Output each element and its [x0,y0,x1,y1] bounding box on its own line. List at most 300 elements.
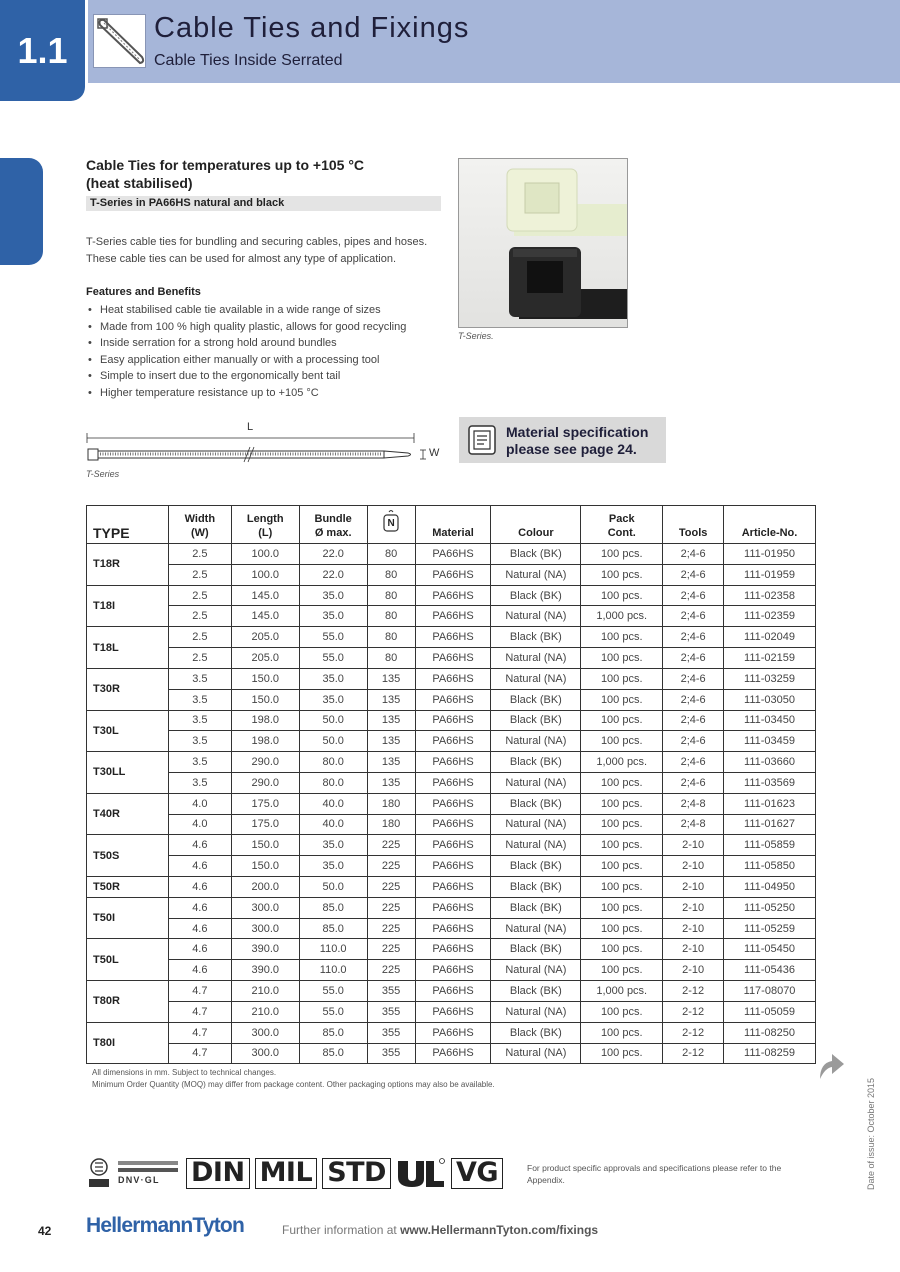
cell-pack: 100 pcs. [581,1001,663,1022]
cell-width: 3.5 [168,752,231,773]
cell-tensile: 135 [367,752,415,773]
cell-colour: Black (BK) [491,689,581,710]
cell-tensile: 135 [367,668,415,689]
cell-tools: 2-10 [663,877,724,898]
footer-info-prefix: Further information at [282,1223,401,1237]
cable-tie-icon [93,14,146,68]
cell-type: T18R [87,544,169,586]
product-title [86,156,364,192]
feature-item: • Heat stabilised cable tie available in a wide range of sizes [86,302,406,319]
cell-pack: 100 pcs. [581,939,663,960]
dnv-gl-logo [118,1161,178,1185]
cell-length: 200.0 [231,877,299,898]
cell-tools: 2-12 [663,1043,724,1064]
table-row [87,939,816,960]
cell-length: 100.0 [231,564,299,585]
cell-tools: 2-10 [663,960,724,981]
cell-article-no: 111-02359 [724,606,816,627]
cell-material: PA66HS [415,939,491,960]
cell-tools: 2-10 [663,939,724,960]
cell-width: 3.5 [168,772,231,793]
cell-article-no: 111-05059 [724,1001,816,1022]
table-row [87,981,816,1002]
cell-tensile: 180 [367,814,415,835]
cell-tensile: 135 [367,710,415,731]
cell-type: T30R [87,668,169,710]
table-row [87,752,816,773]
cell-colour: Black (BK) [491,710,581,731]
cell-article-no: 111-04950 [724,877,816,898]
cell-tools: 2;4-6 [663,606,724,627]
cell-pack: 100 pcs. [581,856,663,877]
cell-bundle: 110.0 [299,960,367,981]
cell-material: PA66HS [415,668,491,689]
cell-article-no: 111-03569 [724,772,816,793]
cell-material: PA66HS [415,752,491,773]
cell-length: 290.0 [231,772,299,793]
cell-pack: 100 pcs. [581,689,663,710]
cell-tensile: 80 [367,648,415,669]
cell-tools: 2;4-6 [663,648,724,669]
intro-line2: These cable ties can be used for almost any type of application. [86,253,397,265]
tensile-unit: N [387,518,395,529]
cell-material: PA66HS [415,1001,491,1022]
table-row [87,960,816,981]
table-row [87,772,816,793]
cell-material: PA66HS [415,1022,491,1043]
intro-text [86,234,446,268]
cell-tensile: 80 [367,606,415,627]
cell-tools: 2-10 [663,918,724,939]
cell-material: PA66HS [415,1043,491,1064]
cell-bundle: 35.0 [299,585,367,606]
cell-tools: 2;4-8 [663,814,724,835]
table-row [87,1001,816,1022]
cell-type: T18I [87,585,169,627]
cell-tools: 2-12 [663,1001,724,1022]
cell-colour: Natural (NA) [491,772,581,793]
cell-width: 4.6 [168,835,231,856]
header-pack [581,506,663,544]
feature-item: • Higher temperature resistance up to +105 °C [86,385,406,402]
cell-tensile: 225 [367,835,415,856]
cell-length: 390.0 [231,939,299,960]
cell-bundle: 40.0 [299,814,367,835]
product-title-line2: (heat stabilised) [86,175,193,191]
cell-type: T30LL [87,752,169,794]
cell-article-no: 111-05450 [724,939,816,960]
spec-table-body [87,544,816,1064]
cell-pack: 100 pcs. [581,960,663,981]
cell-tensile: 80 [367,564,415,585]
cell-width: 2.5 [168,585,231,606]
cell-bundle: 110.0 [299,939,367,960]
cell-width: 4.6 [168,960,231,981]
cell-bundle: 35.0 [299,606,367,627]
cell-article-no: 111-05436 [724,960,816,981]
note-line1: All dimensions in mm. Subject to technical changes. [92,1068,277,1077]
cell-width: 4.6 [168,918,231,939]
dnv-bar [118,1168,178,1172]
cell-bundle: 35.0 [299,689,367,710]
cell-tools: 2;4-8 [663,793,724,814]
cell-material: PA66HS [415,960,491,981]
cell-colour: Black (BK) [491,1022,581,1043]
header-width [168,506,231,544]
diagram-length-label: L [247,421,254,433]
cell-colour: Natural (NA) [491,814,581,835]
cell-type: T50I [87,897,169,939]
weight-icon [382,509,400,533]
cell-tensile: 80 [367,627,415,648]
header-length-2: (L) [258,527,273,539]
cell-pack: 100 pcs. [581,835,663,856]
feature-item: • Made from 100 % high quality plastic, allows for good recycling [86,319,406,336]
cell-length: 150.0 [231,856,299,877]
header-tools: Tools [663,506,724,544]
header-width-1: Width [184,513,216,525]
cell-bundle: 50.0 [299,710,367,731]
cell-pack: 100 pcs. [581,793,663,814]
cell-material: PA66HS [415,877,491,898]
cell-type: T50R [87,877,169,898]
cell-width: 2.5 [168,544,231,565]
cell-pack: 100 pcs. [581,648,663,669]
cell-length: 300.0 [231,1043,299,1064]
cell-colour: Natural (NA) [491,835,581,856]
cell-material: PA66HS [415,731,491,752]
cell-tensile: 135 [367,731,415,752]
product-title-line1: Cable Ties for temperatures up to +105 °C [86,157,365,173]
header-colour: Colour [491,506,581,544]
cell-length: 175.0 [231,814,299,835]
cell-tools: 2;4-6 [663,668,724,689]
table-row [87,710,816,731]
cell-pack: 100 pcs. [581,1043,663,1064]
cell-colour: Black (BK) [491,627,581,648]
cell-tools: 2-10 [663,897,724,918]
material-spec-line2: please see page 24. [506,441,637,457]
table-row [87,689,816,710]
cell-tools: 2;4-6 [663,627,724,648]
material-spec-text [506,424,648,458]
cell-type: T50L [87,939,169,981]
header-width-2: (W) [190,527,209,539]
cell-width: 4.7 [168,1001,231,1022]
table-header-row [87,506,816,544]
cell-tensile: 355 [367,1043,415,1064]
cell-material: PA66HS [415,814,491,835]
feature-item: • Inside serration for a strong hold around bundles [86,335,406,352]
cell-pack: 100 pcs. [581,897,663,918]
cell-material: PA66HS [415,648,491,669]
cell-article-no: 111-03450 [724,710,816,731]
cell-width: 2.5 [168,606,231,627]
cell-length: 300.0 [231,918,299,939]
cell-pack: 100 pcs. [581,918,663,939]
cell-width: 4.6 [168,856,231,877]
cell-length: 150.0 [231,668,299,689]
table-row [87,835,816,856]
note-line2: Minimum Order Quantity (MOQ) may differ from package content. Other packaging options may also be available. [92,1080,495,1089]
cell-length: 145.0 [231,606,299,627]
cell-tools: 2-12 [663,981,724,1002]
cell-material: PA66HS [415,793,491,814]
cell-bundle: 80.0 [299,772,367,793]
cell-tools: 2;4-6 [663,585,724,606]
cell-pack: 1,000 pcs. [581,752,663,773]
table-row [87,814,816,835]
features-list [86,302,406,402]
header-length [231,506,299,544]
cell-pack: 1,000 pcs. [581,981,663,1002]
cell-article-no: 111-01950 [724,544,816,565]
brand-logo: HellermannTyton [86,1214,244,1237]
cell-pack: 100 pcs. [581,772,663,793]
cell-length: 210.0 [231,981,299,1002]
cell-length: 390.0 [231,960,299,981]
cell-colour: Black (BK) [491,981,581,1002]
cell-material: PA66HS [415,835,491,856]
cell-tools: 2;4-6 [663,564,724,585]
cell-bundle: 35.0 [299,835,367,856]
cell-bundle: 35.0 [299,856,367,877]
page-title: Cable Ties and Fixings [154,12,470,44]
cell-width: 2.5 [168,564,231,585]
table-row [87,544,816,565]
cell-article-no: 111-05850 [724,856,816,877]
cell-pack: 100 pcs. [581,1022,663,1043]
cell-width: 4.0 [168,814,231,835]
cell-width: 4.7 [168,1043,231,1064]
cell-article-no: 111-08250 [724,1022,816,1043]
mil-badge: MIL [255,1158,318,1189]
cell-width: 4.7 [168,1022,231,1043]
cell-colour: Black (BK) [491,939,581,960]
cell-width: 2.5 [168,627,231,648]
table-row [87,793,816,814]
cell-width: 4.7 [168,981,231,1002]
cell-colour: Black (BK) [491,877,581,898]
cell-pack: 100 pcs. [581,544,663,565]
cell-article-no: 111-05259 [724,918,816,939]
cell-pack: 100 pcs. [581,627,663,648]
header-article: Article-No. [724,506,816,544]
cell-width: 3.5 [168,731,231,752]
cell-type: T30L [87,710,169,752]
cell-bundle: 85.0 [299,897,367,918]
table-row [87,648,816,669]
cell-length: 100.0 [231,544,299,565]
cell-tools: 2;4-6 [663,772,724,793]
header-material: Material [415,506,491,544]
product-photo [458,158,628,328]
cell-tensile: 80 [367,585,415,606]
header-tensile [367,506,415,544]
cell-tensile: 135 [367,689,415,710]
cell-length: 300.0 [231,1022,299,1043]
header-length-1: Length [246,513,284,525]
cell-colour: Natural (NA) [491,731,581,752]
cell-tools: 2;4-6 [663,544,724,565]
cell-tensile: 225 [367,856,415,877]
cell-length: 198.0 [231,710,299,731]
header-bundle [299,506,367,544]
cell-colour: Natural (NA) [491,1001,581,1022]
certifications-row [88,1157,508,1189]
feature-item: • Simple to insert due to the ergonomically bent tail [86,368,406,385]
cell-colour: Natural (NA) [491,1043,581,1064]
page-subtitle: Cable Ties Inside Serrated [154,52,343,69]
header-bundle-2: Ø max. [314,527,352,539]
cell-colour: Natural (NA) [491,960,581,981]
side-tab [0,158,43,265]
cell-article-no: 111-03050 [724,689,816,710]
cell-type: T18L [87,627,169,669]
cell-article-no: 111-05859 [724,835,816,856]
cell-length: 150.0 [231,835,299,856]
table-row [87,1022,816,1043]
cell-material: PA66HS [415,981,491,1002]
table-row [87,877,816,898]
cell-tools: 2;4-6 [663,710,724,731]
cell-article-no: 111-01959 [724,564,816,585]
certification-note: For product specific approvals and specifications please refer to the Appendix. [527,1163,782,1185]
cell-width: 4.6 [168,897,231,918]
header-pack-1: Pack [608,513,635,525]
cable-tie-diagram [86,420,446,465]
ul-recognized-icon [396,1157,446,1189]
cell-colour: Black (BK) [491,752,581,773]
cell-length: 150.0 [231,689,299,710]
cell-tensile: 225 [367,897,415,918]
cell-article-no: 111-02159 [724,648,816,669]
cell-bundle: 85.0 [299,1043,367,1064]
cell-colour: Black (BK) [491,897,581,918]
diagram-caption: T-Series [86,469,120,479]
cell-tensile: 80 [367,544,415,565]
cell-material: PA66HS [415,627,491,648]
cell-material: PA66HS [415,606,491,627]
cell-type: T50S [87,835,169,877]
cell-length: 290.0 [231,752,299,773]
cell-length: 205.0 [231,648,299,669]
header-type: TYPE [87,506,169,544]
table-row [87,1043,816,1064]
table-row [87,731,816,752]
cell-pack: 100 pcs. [581,710,663,731]
cell-type: T80I [87,1022,169,1064]
cell-article-no: 111-02358 [724,585,816,606]
material-spec-line1: Material specification [506,424,649,440]
cell-pack: 100 pcs. [581,877,663,898]
cell-length: 300.0 [231,897,299,918]
diagram-width-label: W [429,447,440,459]
cell-colour: Black (BK) [491,585,581,606]
cell-bundle: 55.0 [299,648,367,669]
next-page-arrow-icon[interactable] [816,1049,846,1081]
cell-material: PA66HS [415,918,491,939]
table-row [87,897,816,918]
cell-length: 175.0 [231,793,299,814]
cell-width: 3.5 [168,710,231,731]
vg-badge: VG [451,1158,503,1189]
cell-bundle: 35.0 [299,668,367,689]
cell-tools: 2-10 [663,835,724,856]
cell-material: PA66HS [415,710,491,731]
bureau-veritas-logo-icon [88,1157,110,1189]
cell-bundle: 55.0 [299,1001,367,1022]
footer-link[interactable]: www.HellermannTyton.com/fixings [400,1223,599,1237]
cell-tensile: 225 [367,960,415,981]
cell-bundle: 50.0 [299,731,367,752]
cell-width: 4.0 [168,793,231,814]
header-bundle-1: Bundle [314,513,352,525]
photo-caption: T-Series. [458,331,494,341]
cell-article-no: 111-03660 [724,752,816,773]
cell-article-no: 111-08259 [724,1043,816,1064]
din-badge: DIN [186,1158,250,1189]
cell-material: PA66HS [415,544,491,565]
series-label: T-Series in PA66HS natural and black [86,196,441,211]
cell-material: PA66HS [415,856,491,877]
cell-tools: 2-12 [663,1022,724,1043]
cell-pack: 100 pcs. [581,814,663,835]
cell-tensile: 135 [367,772,415,793]
cell-width: 3.5 [168,689,231,710]
cell-colour: Natural (NA) [491,668,581,689]
cell-tensile: 355 [367,981,415,1002]
cell-bundle: 55.0 [299,627,367,648]
cell-colour: Natural (NA) [491,918,581,939]
cell-colour: Natural (NA) [491,606,581,627]
cell-length: 145.0 [231,585,299,606]
cell-tensile: 225 [367,918,415,939]
cell-bundle: 85.0 [299,1022,367,1043]
table-row [87,606,816,627]
cell-tools: 2-10 [663,856,724,877]
cell-pack: 1,000 pcs. [581,606,663,627]
section-number-tab: 1.1 [0,0,85,101]
cell-pack: 100 pcs. [581,564,663,585]
cell-tensile: 180 [367,793,415,814]
cell-width: 2.5 [168,648,231,669]
cell-bundle: 22.0 [299,544,367,565]
cell-tensile: 355 [367,1001,415,1022]
cell-article-no: 117-08070 [724,981,816,1002]
table-row [87,856,816,877]
cell-article-no: 111-03259 [724,668,816,689]
cell-length: 210.0 [231,1001,299,1022]
cell-type: T40R [87,793,169,835]
header-pack-2: Cont. [607,527,636,539]
cell-tools: 2;4-6 [663,689,724,710]
cell-tensile: 225 [367,877,415,898]
cell-material: PA66HS [415,897,491,918]
table-row [87,585,816,606]
cell-colour: Black (BK) [491,793,581,814]
cell-length: 198.0 [231,731,299,752]
table-row [87,918,816,939]
cell-tensile: 225 [367,939,415,960]
page-number: 42 [38,1224,52,1238]
material-spec-box[interactable] [459,417,666,463]
date-of-issue: Date of issue: October 2015 [866,1077,876,1190]
dnv-gl-text: DNV·GL [118,1175,160,1185]
table-row [87,668,816,689]
std-badge: STD [322,1158,391,1189]
cell-material: PA66HS [415,585,491,606]
